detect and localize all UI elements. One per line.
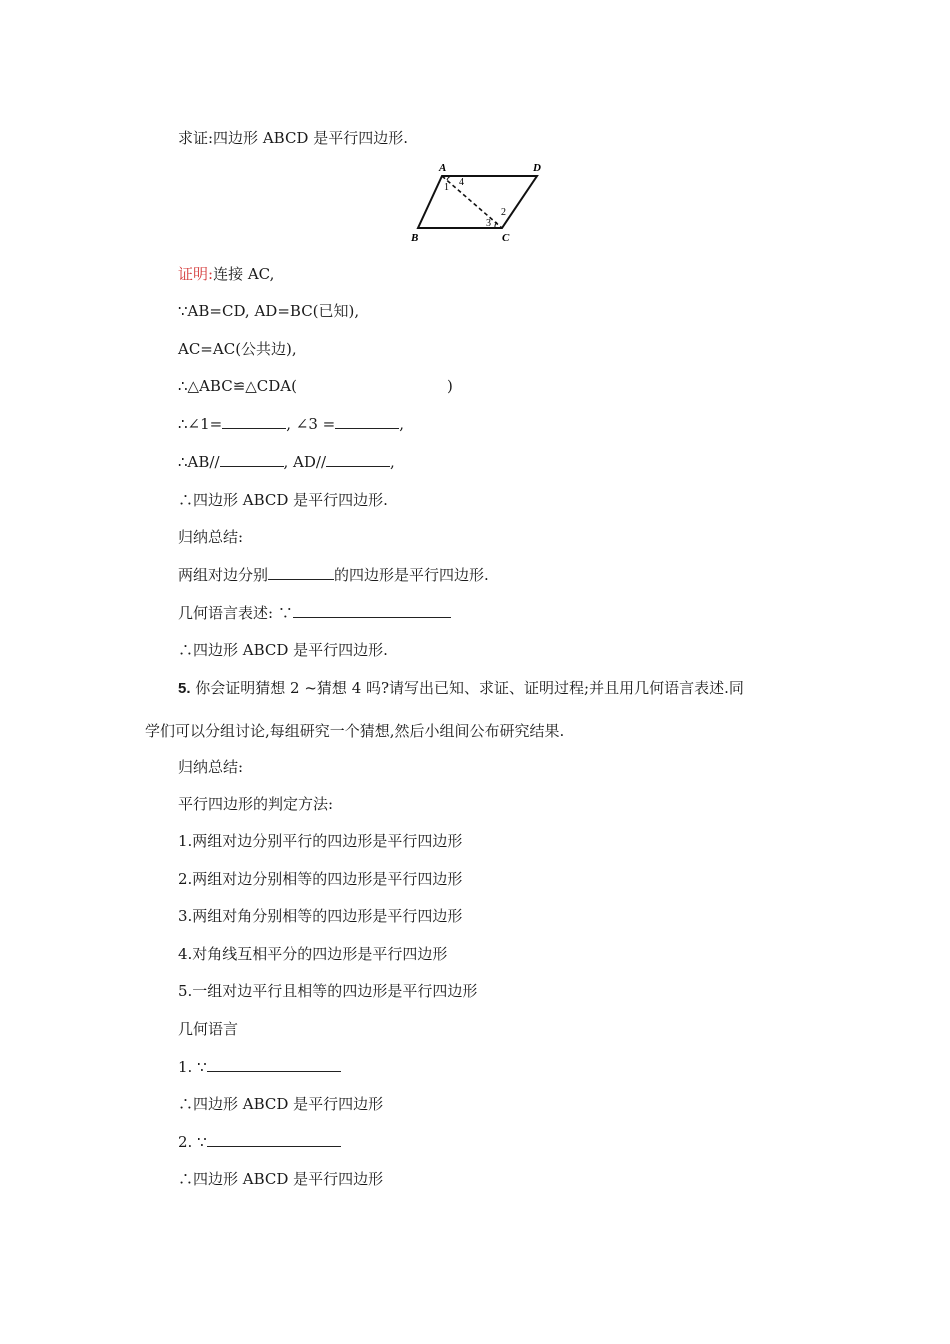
label-c: C [502, 232, 510, 244]
summary-text-a: 两组对边分别 [178, 566, 269, 584]
geo-item-1-conclusion: ∴四边形 ABCD 是平行四边形 [178, 1095, 384, 1113]
parallelogram-figure [405, 158, 545, 246]
summary-title: 归纳总结: [178, 528, 244, 546]
summary-statement [178, 565, 489, 585]
ad-parallel-blank[interactable] [326, 452, 390, 467]
question-5-line-2: 学们可以分组讨论,每组研究一个猜想,然后小组间公布研究结果. [145, 722, 565, 740]
summary-conclusion: ∴四边形 ABCD 是平行四边形. [178, 641, 388, 659]
angle3-text: , ∠3 = [286, 415, 336, 433]
angle1-blank[interactable] [222, 414, 286, 429]
angle-4: 4 [459, 177, 464, 188]
proof-line-4 [178, 414, 404, 434]
question-number: 5. [178, 680, 191, 697]
angle1-text: ∴∠1= [178, 415, 223, 433]
geo-item-2 [178, 1132, 341, 1152]
angle3-blank[interactable] [335, 414, 399, 429]
question-5-line-1 [178, 678, 744, 699]
angle-3: 3 [486, 218, 491, 229]
label-d: D [533, 162, 541, 174]
geo-expression-blank[interactable] [293, 603, 451, 618]
geo-item-2-blank[interactable] [207, 1132, 341, 1147]
method-item: 5.一组对边平行且相等的四边形是平行四边形 [178, 982, 478, 1000]
proof-conclusion: ∴四边形 ABCD 是平行四边形. [178, 491, 388, 509]
method-item: 3.两组对角分别相等的四边形是平行四边形 [178, 907, 463, 925]
prove-statement: 求证:四边形 ABCD 是平行四边形. [178, 129, 408, 147]
geo-expression [178, 603, 451, 623]
summary2-title: 归纳总结: [178, 758, 244, 776]
proof-line-3 [178, 376, 453, 396]
proof-label: 证明: [178, 265, 214, 283]
summary-blank[interactable] [268, 565, 334, 580]
method-item: 4.对角线互相平分的四边形是平行四边形 [178, 945, 448, 963]
geo-item-2-label: 2. ∵ [178, 1133, 207, 1151]
method-item: 1.两组对边分别平行的四边形是平行四边形 [178, 832, 463, 850]
question-text-1: 你会证明猜想 2 ~猜想 4 吗?请写出已知、求证、证明过程;并且用几何语言表述.同 [190, 679, 744, 697]
geo-language-title: 几何语言 [178, 1020, 239, 1038]
proof-line-2: AC=AC(公共边), [178, 340, 297, 358]
summary-text-b: 的四边形是平行四边形. [334, 566, 489, 584]
ab-parallel-blank[interactable] [220, 452, 284, 467]
proof-start [178, 264, 274, 284]
parallelogram-outline [418, 176, 537, 228]
geo-item-1-label: 1. ∵ [178, 1058, 207, 1076]
method-item: 2.两组对边分别相等的四边形是平行四边形 [178, 870, 463, 888]
methods-title: 平行四边形的判定方法: [178, 795, 334, 813]
comma: , [390, 453, 395, 471]
proof-line-1: ∵AB=CD, AD=BC(已知), [178, 302, 360, 320]
label-a: A [439, 162, 447, 174]
proof-connect: 连接 AC, [213, 265, 275, 283]
angle-2: 2 [501, 207, 506, 218]
geo-item-2-conclusion: ∴四边形 ABCD 是平行四边形 [178, 1170, 384, 1188]
diagonal-ac [442, 176, 502, 228]
geo-expression-label: 几何语言表述: ∵ [178, 604, 293, 622]
proof-line-5 [178, 452, 395, 472]
congruence-close: ) [446, 377, 453, 395]
comma: , [399, 415, 404, 433]
angle-1: 1 [444, 182, 449, 193]
geo-item-1-blank[interactable] [207, 1057, 341, 1072]
ad-parallel-text: , AD// [283, 453, 327, 471]
geo-item-1 [178, 1057, 341, 1077]
label-b: B [411, 232, 419, 244]
congruence-text: ∴△ABC≌△CDA( [178, 377, 297, 395]
ab-parallel-text: ∴AB// [178, 453, 220, 471]
